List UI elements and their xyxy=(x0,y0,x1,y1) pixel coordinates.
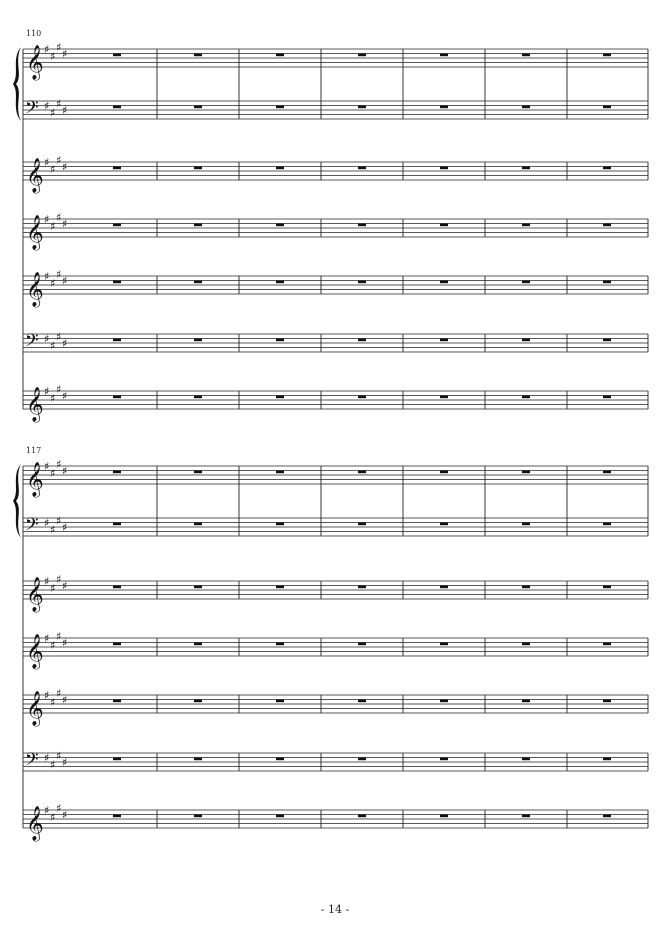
whole-rest xyxy=(194,54,202,57)
system xyxy=(13,446,648,842)
whole-rest xyxy=(276,167,284,170)
sharp-icon: ♯ xyxy=(50,219,56,233)
sharp-icon: ♯ xyxy=(44,516,50,530)
sharp-icon: ♯ xyxy=(62,337,68,350)
treble-clef-icon: 𝄞 xyxy=(26,691,44,726)
measure-number: 110 xyxy=(26,29,42,38)
whole-rest xyxy=(358,700,366,703)
sharp-icon: ♯ xyxy=(50,162,56,176)
sharp-icon: ♯ xyxy=(50,276,56,290)
whole-rest xyxy=(440,471,448,474)
whole-rest xyxy=(194,106,202,109)
whole-rest xyxy=(113,167,121,170)
whole-rest xyxy=(194,224,202,227)
whole-rest xyxy=(522,471,530,474)
whole-rest xyxy=(113,339,121,342)
sharp-icon: ♯ xyxy=(44,632,50,645)
sharp-icon: ♯ xyxy=(62,693,68,707)
sharp-icon: ♯ xyxy=(50,339,56,353)
whole-rest xyxy=(113,106,121,109)
staff xyxy=(23,383,648,423)
whole-rest xyxy=(522,54,530,57)
whole-rest xyxy=(276,643,284,646)
sharp-icon: ♯ xyxy=(62,464,68,478)
whole-rest xyxy=(194,167,202,170)
whole-rest xyxy=(113,224,121,227)
whole-rest xyxy=(522,523,530,526)
sharp-icon: ♯ xyxy=(50,810,56,824)
staff xyxy=(23,630,648,670)
sharp-icon: ♯ xyxy=(56,330,62,344)
whole-rest xyxy=(522,339,530,342)
whole-rest xyxy=(358,758,366,761)
sharp-icon: ♯ xyxy=(62,756,68,769)
sharp-icon: ♯ xyxy=(50,466,56,480)
whole-rest xyxy=(358,643,366,646)
sharp-icon: ♯ xyxy=(50,581,56,595)
sharp-icon: ♯ xyxy=(62,808,68,822)
sharp-icon: ♯ xyxy=(44,575,50,588)
treble-clef-icon: 𝄞 xyxy=(26,387,44,422)
sharp-icon: ♯ xyxy=(50,638,56,652)
whole-rest xyxy=(603,523,611,526)
whole-rest xyxy=(276,523,284,526)
whole-rest xyxy=(113,643,121,646)
whole-rest xyxy=(440,106,448,109)
whole-rest xyxy=(113,523,121,526)
sharp-icon: ♯ xyxy=(44,43,50,56)
whole-rest xyxy=(194,758,202,761)
whole-rest xyxy=(113,471,121,474)
whole-rest xyxy=(358,815,366,818)
whole-rest xyxy=(440,339,448,342)
sharp-icon: ♯ xyxy=(50,695,56,709)
sharp-icon: ♯ xyxy=(44,460,50,473)
staff xyxy=(23,97,648,121)
whole-rest xyxy=(276,281,284,284)
whole-rest xyxy=(358,167,366,170)
whole-rest xyxy=(113,54,121,57)
whole-rest xyxy=(522,700,530,703)
sharp-icon: ♯ xyxy=(62,47,68,61)
whole-rest xyxy=(440,643,448,646)
staff xyxy=(23,268,648,308)
sharp-icon: ♯ xyxy=(56,572,62,586)
sharp-icon: ♯ xyxy=(44,751,50,765)
whole-rest xyxy=(522,281,530,284)
staff xyxy=(23,41,648,101)
whole-rest xyxy=(522,224,530,227)
whole-rest xyxy=(276,758,284,761)
whole-rest xyxy=(440,224,448,227)
whole-rest xyxy=(113,815,121,818)
sharp-icon: ♯ xyxy=(62,389,68,403)
whole-rest xyxy=(194,643,202,646)
sharp-icon: ♯ xyxy=(62,104,68,117)
staff xyxy=(23,211,648,251)
staff xyxy=(23,458,648,518)
sharp-icon: ♯ xyxy=(62,521,68,534)
whole-rest xyxy=(358,523,366,526)
grand-staff-brace xyxy=(13,464,21,538)
staff xyxy=(23,514,648,538)
sharp-icon: ♯ xyxy=(50,49,56,63)
sharp-icon: ♯ xyxy=(50,523,56,537)
whole-rest xyxy=(603,281,611,284)
whole-rest xyxy=(440,523,448,526)
whole-rest xyxy=(603,700,611,703)
bass-clef-icon: 𝄢 xyxy=(25,749,39,774)
sharp-icon: ♯ xyxy=(56,686,62,700)
whole-rest xyxy=(522,643,530,646)
whole-rest xyxy=(358,586,366,589)
whole-rest xyxy=(603,339,611,342)
page-number: - 14 - xyxy=(320,903,350,916)
whole-rest xyxy=(358,281,366,284)
whole-rest xyxy=(522,758,530,761)
sharp-icon: ♯ xyxy=(50,106,56,120)
whole-rest xyxy=(603,167,611,170)
staff xyxy=(23,802,648,842)
whole-rest xyxy=(358,106,366,109)
sharp-icon: ♯ xyxy=(56,153,62,167)
whole-rest xyxy=(276,700,284,703)
whole-rest xyxy=(603,643,611,646)
whole-rest xyxy=(194,281,202,284)
sharp-icon: ♯ xyxy=(62,579,68,593)
treble-clef-icon: 𝄞 xyxy=(26,806,44,841)
sharp-icon: ♯ xyxy=(56,40,62,54)
whole-rest xyxy=(113,396,121,399)
sharp-icon: ♯ xyxy=(44,270,50,283)
whole-rest xyxy=(194,523,202,526)
whole-rest xyxy=(194,471,202,474)
treble-clef-icon: 𝄞 xyxy=(26,215,44,250)
treble-clef-icon: 𝄞 xyxy=(26,577,44,612)
whole-rest xyxy=(358,396,366,399)
whole-rest xyxy=(113,758,121,761)
whole-rest xyxy=(194,339,202,342)
treble-clef-icon: 𝄞 xyxy=(26,272,44,307)
whole-rest xyxy=(113,586,121,589)
sharp-icon: ♯ xyxy=(50,758,56,772)
whole-rest xyxy=(276,106,284,109)
whole-rest xyxy=(522,815,530,818)
sharp-icon: ♯ xyxy=(56,210,62,224)
sharp-icon: ♯ xyxy=(44,385,50,398)
sharp-icon: ♯ xyxy=(56,267,62,281)
whole-rest xyxy=(603,224,611,227)
whole-rest xyxy=(440,54,448,57)
whole-rest xyxy=(522,106,530,109)
whole-rest xyxy=(276,586,284,589)
whole-rest xyxy=(603,586,611,589)
treble-clef-icon: 𝄞 xyxy=(26,634,44,669)
sharp-icon: ♯ xyxy=(62,274,68,288)
sharp-icon: ♯ xyxy=(50,391,56,405)
sharp-icon: ♯ xyxy=(56,749,62,763)
whole-rest xyxy=(194,815,202,818)
sharp-icon: ♯ xyxy=(56,382,62,396)
sharp-icon: ♯ xyxy=(62,160,68,174)
sharp-icon: ♯ xyxy=(44,804,50,817)
staff xyxy=(23,573,648,613)
whole-rest xyxy=(522,167,530,170)
sharp-icon: ♯ xyxy=(44,332,50,346)
sharp-icon: ♯ xyxy=(44,99,50,113)
staff xyxy=(23,154,648,194)
whole-rest xyxy=(522,396,530,399)
whole-rest xyxy=(276,396,284,399)
sharp-icon: ♯ xyxy=(44,689,50,702)
staff xyxy=(23,330,648,354)
whole-rest xyxy=(276,339,284,342)
whole-rest xyxy=(194,586,202,589)
whole-rest xyxy=(358,224,366,227)
whole-rest xyxy=(358,471,366,474)
sharp-icon: ♯ xyxy=(56,457,62,471)
whole-rest xyxy=(440,700,448,703)
whole-rest xyxy=(440,281,448,284)
whole-rest xyxy=(113,700,121,703)
measure-number: 117 xyxy=(26,446,42,455)
system xyxy=(13,29,648,423)
treble-clef-icon: 𝄞 xyxy=(26,45,44,80)
staff xyxy=(23,749,648,773)
whole-rest xyxy=(276,54,284,57)
whole-rest xyxy=(440,758,448,761)
grand-staff-brace xyxy=(13,47,21,121)
whole-rest xyxy=(603,815,611,818)
whole-rest xyxy=(440,167,448,170)
whole-rest xyxy=(603,471,611,474)
sharp-icon: ♯ xyxy=(56,514,62,528)
whole-rest xyxy=(440,815,448,818)
bass-clef-icon: 𝄢 xyxy=(25,330,39,355)
staff xyxy=(23,687,648,727)
whole-rest xyxy=(276,471,284,474)
whole-rest xyxy=(522,586,530,589)
sharp-icon: ♯ xyxy=(56,97,62,111)
treble-clef-icon: 𝄞 xyxy=(26,462,44,497)
sharp-icon: ♯ xyxy=(56,801,62,815)
whole-rest xyxy=(603,758,611,761)
sharp-icon: ♯ xyxy=(56,629,62,643)
whole-rest xyxy=(194,700,202,703)
whole-rest xyxy=(276,224,284,227)
bass-clef-icon: 𝄢 xyxy=(25,514,39,539)
whole-rest xyxy=(358,339,366,342)
whole-rest xyxy=(603,54,611,57)
sharp-icon: ♯ xyxy=(44,156,50,169)
treble-clef-icon: 𝄞 xyxy=(26,158,44,193)
whole-rest xyxy=(194,396,202,399)
whole-rest xyxy=(276,815,284,818)
sharp-icon: ♯ xyxy=(62,636,68,650)
bass-clef-icon: 𝄢 xyxy=(25,97,39,122)
sharp-icon: ♯ xyxy=(44,213,50,226)
whole-rest xyxy=(440,396,448,399)
whole-rest xyxy=(603,106,611,109)
whole-rest xyxy=(358,54,366,57)
whole-rest xyxy=(603,396,611,399)
whole-rest xyxy=(440,586,448,589)
sharp-icon: ♯ xyxy=(62,217,68,231)
whole-rest xyxy=(113,281,121,284)
